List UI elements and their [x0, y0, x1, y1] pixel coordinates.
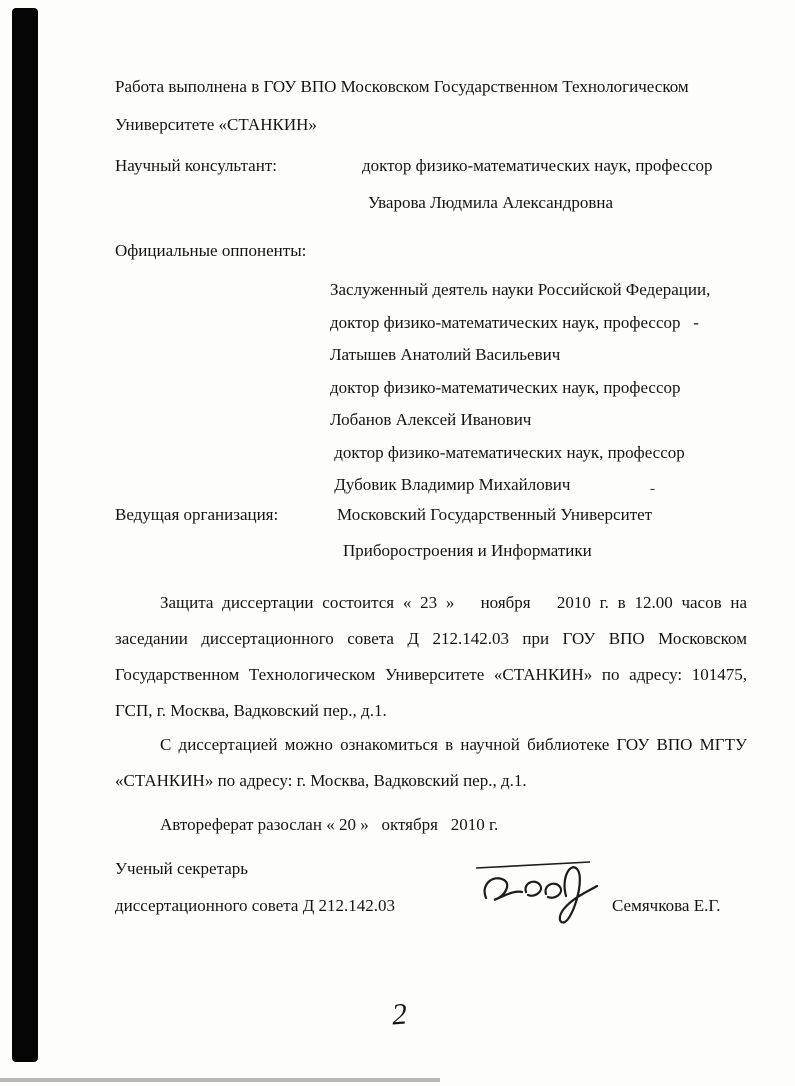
scan-edge-artifact — [12, 8, 38, 1062]
opponents-list — [330, 274, 710, 502]
opponent-line: доктор физико-математических наук, профессор — [330, 442, 685, 462]
scan-bottom-artifact — [0, 1078, 440, 1082]
page-number: 2 — [390, 997, 409, 1032]
leading-org-name: Московский Государственный Университет — [337, 505, 653, 524]
secretary-title: Ученый секретарь — [115, 859, 249, 878]
opponent-line: Дубовик Владимир Михайлович — [330, 475, 571, 494]
abstract-sent-line: Автореферат разослан « 20 » октября 2010 г. — [160, 815, 499, 834]
leading-org-label: Ведущая организация: — [115, 505, 279, 524]
secretary-name: Семячкова Е.Г. — [612, 896, 721, 915]
opponent-line: доктор физико-математических наук, профессор — [330, 377, 681, 397]
opponent-line: Лобанов Алексей Иванович — [330, 410, 532, 429]
opponent-line: Заслуженный деятель науки Российской Федерации, — [330, 280, 711, 299]
opponents-label: Официальные оппоненты: — [115, 241, 307, 260]
consultant-label: Научный консультант: — [115, 156, 277, 175]
library-paragraph: С диссертацией можно ознакомиться в научной библиотеке ГОУ ВПО МГТУ «СТАНКИН» по адресу: г. Москва, Вадковский пер., д.1. — [115, 735, 747, 790]
opponent-line: доктор физико-математических наук, профессор - — [330, 312, 699, 332]
secretary-council: диссертационного совета Д 212.142.03 — [115, 896, 396, 915]
opponent-line: Латышев Анатолий Васильевич — [330, 345, 561, 364]
consultant-name: Уварова Людмила Александровна — [368, 193, 614, 212]
work-performed-paragraph: Работа выполнена в ГОУ ВПО Московском Государственном Технологическом Университете «СТАНКИН» — [115, 77, 689, 134]
signature-icon — [448, 846, 608, 926]
defense-paragraph: Защита диссертации состоится « 23 » ноября 2010 г. в 12.00 часов на заседании диссертационного совета Д 212.142.03 при ГОУ ВПО Московском Государственном Технологическом Университете «СТАНКИН» по адресу: 101475, ГСП, г. Москва, Вадковский пер., д.1. — [115, 593, 747, 720]
scan-dash-artifact: - — [650, 481, 655, 497]
leading-org-name-2: Приборостроения и Информатики — [343, 541, 592, 560]
signature — [448, 846, 608, 926]
consultant-degree: доктор физико-математических наук, профессор — [362, 156, 713, 175]
